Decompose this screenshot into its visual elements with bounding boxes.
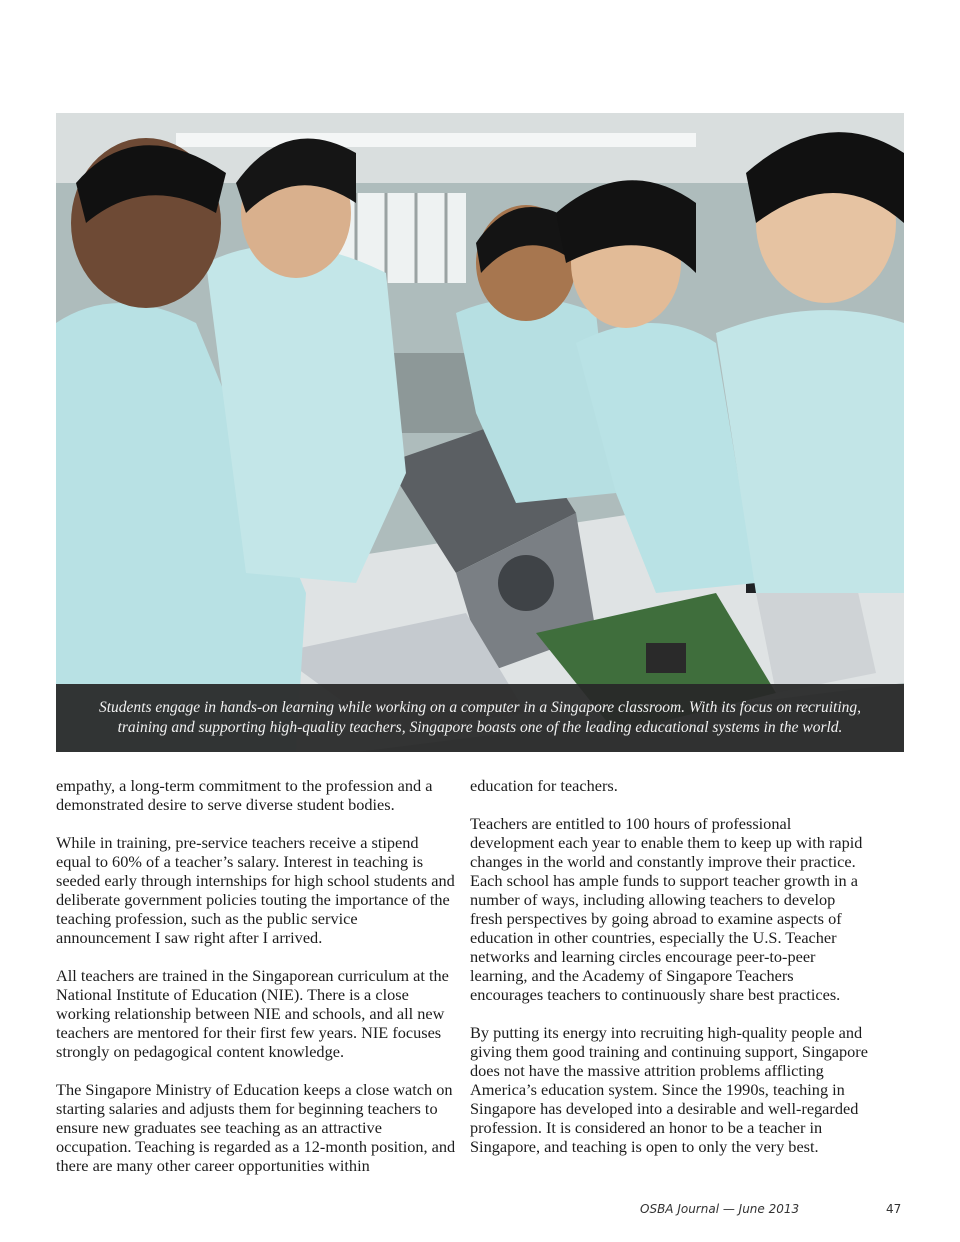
left-paragraph-2: While in training, pre-service teachers receive a stipend equal to 60% of a teacher’s salary. Interest in teaching is seeded early through internships for high school students and deliberate government policies touting the importance of the teaching profession, such as the public service announcement I saw right after I arrived.: [56, 833, 455, 947]
left-paragraph-4: The Singapore Ministry of Education keeps a close watch on starting salaries and adjusts them for beginning teachers to ensure new graduates see teaching as an attractive occupation. Teaching is regarded as a 12-month position, and there are many other career opportunities within: [56, 1080, 456, 1175]
right-paragraph-3: By putting its energy into recruiting high-quality people and giving them good training and continuing support, Singapore does not have the massive attrition problems afflicting America’s education system. Since the 1990s, teaching in Singapore has developed into a desirable and well-regarded profession. It is considered an honor to be a teacher in Singapore, and teaching is open to only the very best.: [470, 1023, 868, 1156]
right-column: [470, 776, 870, 1175]
photo-illustration: [56, 113, 904, 752]
left-column: [56, 776, 456, 1194]
caption-line-1: Students engage in hands-on learning while working on a computer in a Singapore classroom. With its focus on recruiting,: [98, 699, 862, 716]
right-paragraph-1: education for teachers.: [470, 776, 618, 795]
right-paragraph-2: Teachers are entitled to 100 hours of professional development each year to enable them to keep up with rapid changes in the world and constantly improve their practice. Each school has ample funds to support teacher growth in a number of ways, including allowing teachers to develop fresh perspectives by going abroad to examine aspects of education in other countries, especially the U.S. Teacher networks and learning circles encourage peer-to-peer learning, and the Academy of Singapore Teachers encourages teachers to continuously share best practices.: [470, 814, 863, 1004]
footer-page-number: 47: [886, 1202, 902, 1216]
left-paragraph-3: All teachers are trained in the Singaporean curriculum at the National Institute of Education (NIE). There is a close working relationship between NIE and schools, and all new teachers are mentored for their first few years. NIE focuses strongly on pedagogical content knowledge.: [56, 966, 449, 1061]
photo-caption: [56, 684, 904, 752]
left-paragraph-1: empathy, a long-term commitment to the profession and a demonstrated desire to serve diverse student bodies.: [56, 776, 433, 814]
caption-line-2: training and supporting high-quality teachers, Singapore boasts one of the leading educational systems in the world.: [117, 719, 843, 736]
classroom-photo: [56, 113, 904, 752]
footer-journal-title: OSBA Journal — June 2013: [640, 1202, 800, 1216]
